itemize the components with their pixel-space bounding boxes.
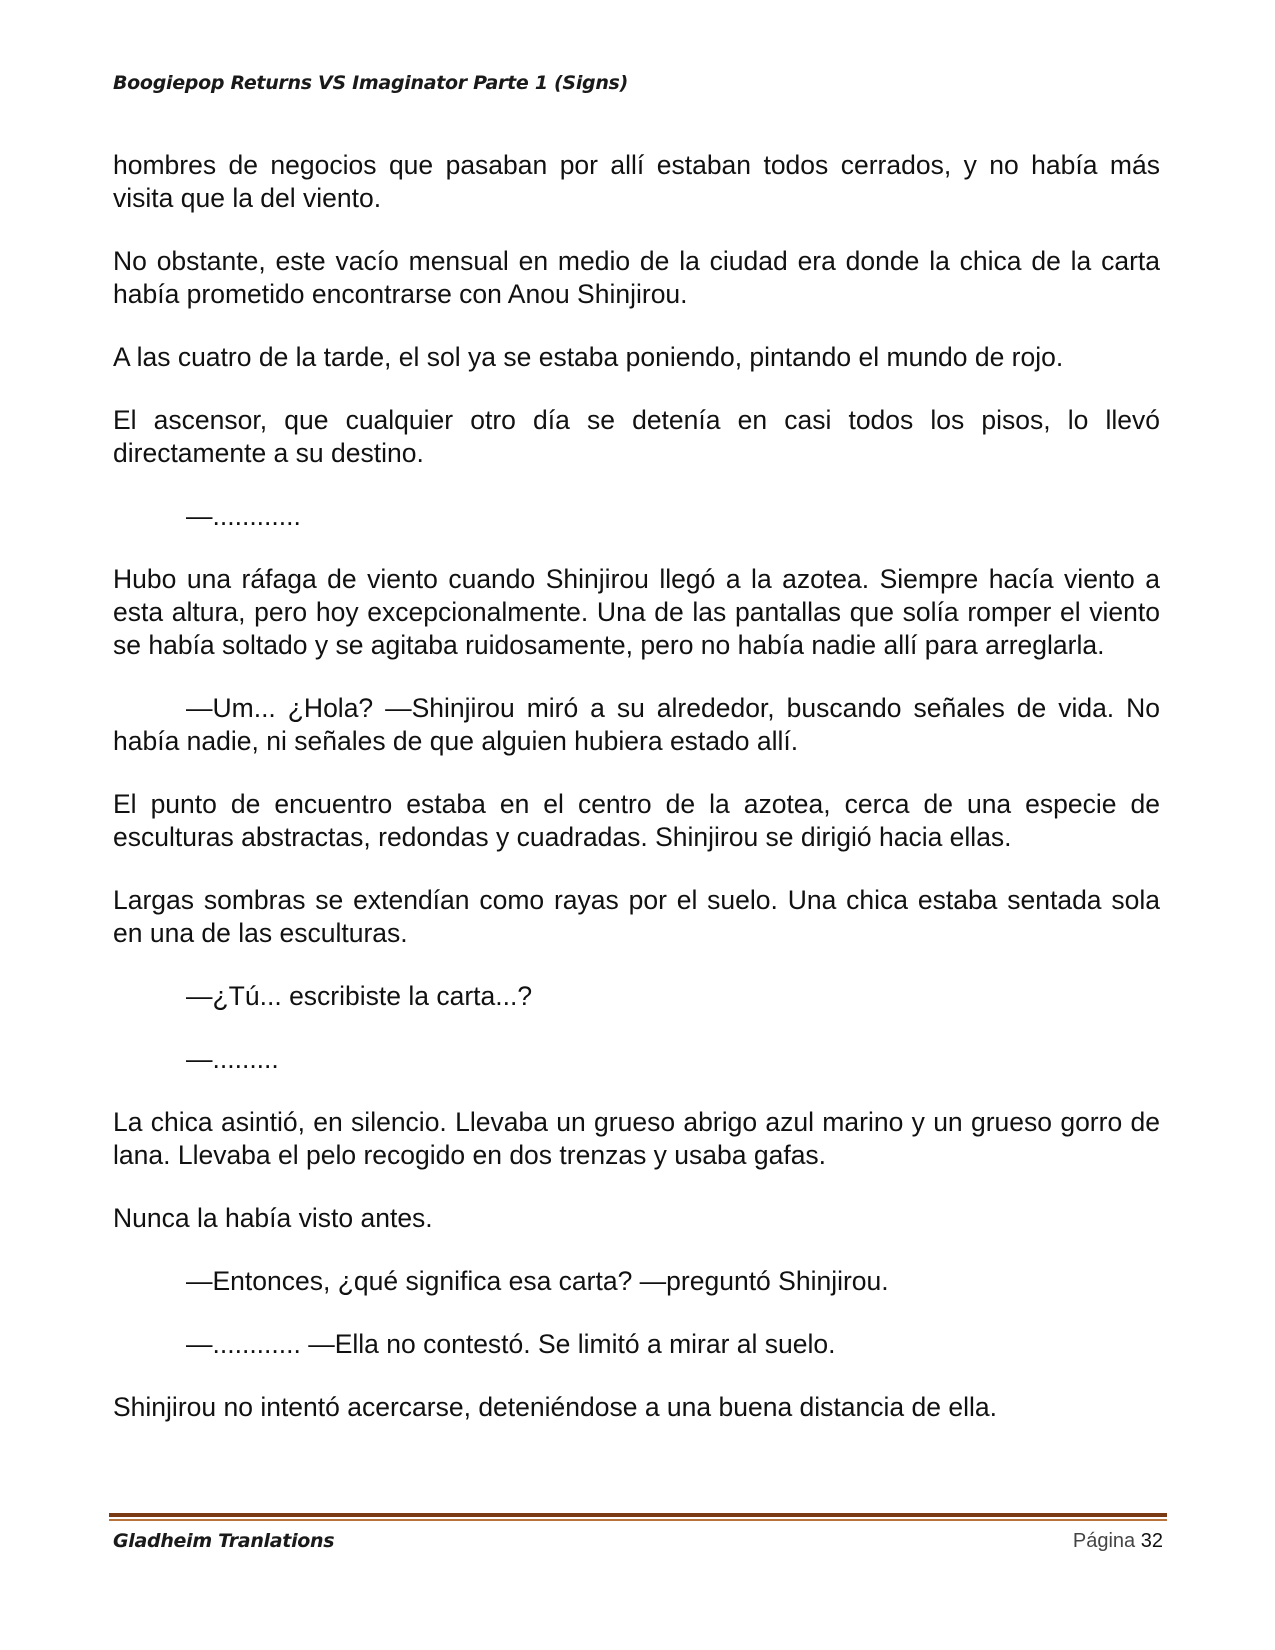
dialogue-paragraph: —............ —Ella no contestó. Se limitó a mirar al suelo. [186, 1329, 836, 1359]
page-number-label [1073, 1530, 1163, 1553]
dialogue-paragraph: —Um... ¿Hola? —Shinjirou miró a su alrededor, buscando señales de vida. No había nadie, ni señales de que alguien hubiera estado allí. [113, 693, 1160, 756]
paragraph: A las cuatro de la tarde, el sol ya se estaba poniendo, pintando el mundo de rojo. [113, 342, 1064, 372]
footer-divider-thin-line [109, 1519, 1167, 1521]
paragraph: El ascensor, que cualquier otro día se detenía en casi todos los pisos, lo llevó directamente a su destino. [113, 405, 1160, 468]
paragraph: Nunca la había visto antes. [113, 1203, 433, 1233]
document-body [113, 149, 1160, 1454]
paragraph: Largas sombras se extendían como rayas por el suelo. Una chica estaba sentada sola en una de las esculturas. [113, 885, 1160, 948]
dialogue-paragraph: —¿Tú... escribiste la carta...? [186, 981, 533, 1011]
paragraph: Shinjirou no intentó acercarse, deteniéndose a una buena distancia de ella. [113, 1392, 997, 1422]
paragraph: hombres de negocios que pasaban por allí estaban todos cerrados, y no había más visita que la del viento. [113, 150, 1160, 213]
footer-credit: Gladheim Tranlations [113, 1530, 335, 1552]
footer-divider [109, 1513, 1167, 1521]
page-label: Página [1072, 1530, 1136, 1552]
page-header-title: Boogiepop Returns VS Imaginator Parte 1 (Signs) [113, 72, 628, 94]
dialogue-paragraph: —............ [186, 501, 301, 531]
paragraph: Hubo una ráfaga de viento cuando Shinjirou llegó a la azotea. Siempre hacía viento a esta altura, pero hoy excepcionalmente. Una de las pantallas que solía romper el viento se había soltado y se agitaba ruidosamente, pero no había nadie allí para arreglarla. [113, 564, 1160, 660]
paragraph: El punto de encuentro estaba en el centro de la azotea, cerca de una especie de esculturas abstractas, redondas y cuadradas. Shinjirou se dirigió hacia ellas. [113, 789, 1160, 852]
dialogue-paragraph: —Entonces, ¿qué significa esa carta? —preguntó Shinjirou. [186, 1266, 889, 1296]
page-number: 32 [1140, 1530, 1163, 1552]
paragraph: No obstante, este vacío mensual en medio de la ciudad era donde la chica de la carta había prometido encontrarse con Anou Shinjirou. [113, 246, 1160, 309]
dialogue-paragraph: —......... [186, 1044, 279, 1074]
paragraph: La chica asintió, en silencio. Llevaba un grueso abrigo azul marino y un grueso gorro de lana. Llevaba el pelo recogido en dos trenzas y usaba gafas. [113, 1107, 1160, 1170]
